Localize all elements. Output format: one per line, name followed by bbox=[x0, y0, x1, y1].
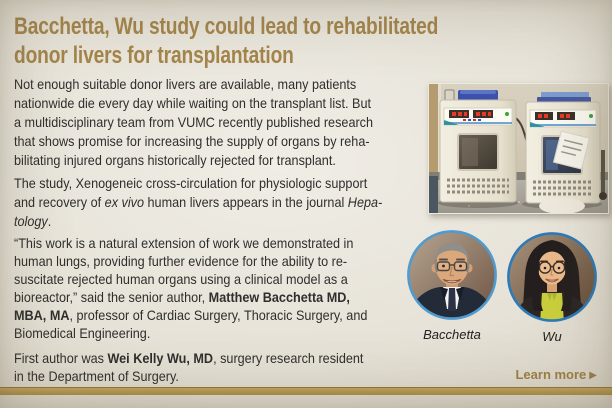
learn-more-label: Learn more bbox=[515, 367, 587, 382]
wu-portrait-illustration bbox=[506, 231, 598, 323]
incubator-left bbox=[438, 90, 518, 208]
bacchetta-portrait-illustration bbox=[406, 229, 498, 321]
text-line bbox=[14, 307, 434, 325]
bacchetta-portrait bbox=[406, 229, 498, 321]
italic-journal-name: Hepa- bbox=[347, 195, 383, 210]
wu-portrait bbox=[506, 231, 598, 323]
italic-journal-name: tology bbox=[14, 214, 48, 229]
lab-equipment-photo bbox=[428, 83, 609, 214]
page-title bbox=[14, 12, 462, 70]
text-segment: human livers appears in the journal bbox=[144, 195, 348, 210]
text-line bbox=[14, 350, 434, 368]
learn-more-link[interactable] bbox=[515, 367, 597, 382]
paragraph-first-author bbox=[14, 350, 434, 386]
paragraph-intro bbox=[14, 75, 434, 170]
incubator-right bbox=[522, 92, 602, 213]
text-line: in the Department of Surgery. bbox=[14, 369, 179, 384]
text-segment: and recovery of bbox=[14, 195, 105, 210]
bold-author-name: Matthew Bacchetta MD, bbox=[208, 290, 350, 305]
bold-author-name: Wei Kelly Wu, MD bbox=[107, 351, 214, 366]
text-line: that shows promise for increasing the supply of organs by reha- bbox=[14, 134, 370, 149]
text-line: suscitate rejected human organs using a clinical model as a bbox=[14, 272, 348, 287]
text-line: Not enough suitable donor livers are available, many patients bbox=[14, 77, 357, 92]
text-segment: bioreactor,” said the senior author, bbox=[14, 290, 209, 305]
bold-author-name: MBA, MA bbox=[14, 308, 70, 323]
text-line bbox=[14, 193, 434, 212]
text-segment: , surgery research resident bbox=[213, 351, 364, 366]
bottom-gold-bar bbox=[0, 387, 612, 395]
text-segment: . bbox=[47, 214, 52, 229]
text-line: “This work is a natural extension of work we demonstrated in bbox=[14, 236, 354, 251]
italic-term-ex-vivo: ex vivo bbox=[104, 195, 145, 210]
text-line: a multidisciplinary team from VUMC recently published research bbox=[14, 115, 374, 130]
text-segment: First author was bbox=[14, 351, 108, 366]
paragraph-quote bbox=[14, 235, 434, 343]
text-line: human lungs, providing further evidence for the ability to re- bbox=[14, 254, 348, 269]
text-line: Biomedical Engineering. bbox=[14, 326, 151, 341]
title-line: Bacchetta, Wu study could lead to rehabilitated bbox=[14, 13, 439, 40]
paragraph-study bbox=[14, 174, 434, 231]
text-line bbox=[14, 212, 434, 231]
title-line: donor livers for transplantation bbox=[14, 42, 294, 69]
lab-photo-illustration bbox=[429, 84, 608, 213]
text-line: nationwide die every day while waiting on the transplant list. But bbox=[14, 96, 372, 111]
text-line: The study, Xenogeneic cross-circulation for physiologic support bbox=[14, 176, 368, 191]
text-line: bilitating injured organs historically rejected for transplant. bbox=[14, 153, 336, 168]
wu-caption: Wu bbox=[542, 329, 562, 344]
bacchetta-caption: Bacchetta bbox=[423, 327, 481, 342]
text-segment: , professor of Cardiac Surgery, Thoracic Surgery, and bbox=[69, 308, 368, 323]
text-line bbox=[14, 289, 434, 307]
arrow-right-icon: ▶ bbox=[589, 370, 597, 381]
